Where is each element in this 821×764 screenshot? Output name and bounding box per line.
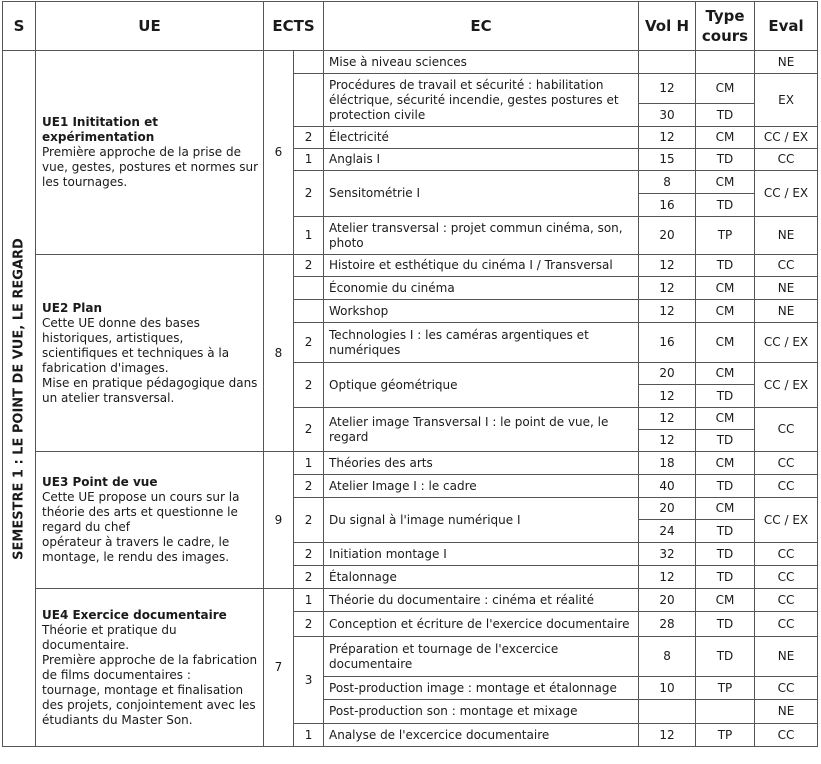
vol: 30 — [639, 104, 696, 127]
coef: 2 — [294, 323, 324, 363]
ec-label: Préparation et tournage de l'excercice documentaire — [324, 637, 639, 677]
coef — [294, 300, 324, 323]
vol: 10 — [639, 677, 696, 700]
type: TD — [696, 149, 755, 171]
header-vol: Vol H — [639, 2, 696, 51]
vol — [639, 700, 696, 724]
eval: EX — [755, 74, 818, 127]
coef: 2 — [294, 408, 324, 452]
type: CM — [696, 363, 755, 385]
header-s: S — [3, 2, 36, 51]
ue2-title: UE2 Plan — [42, 300, 103, 315]
curriculum-table — [2, 1, 818, 747]
type: CM — [696, 498, 755, 520]
ec-label: Mise à niveau sciences — [324, 51, 639, 74]
eval: NE — [755, 700, 818, 724]
type: TD — [696, 543, 755, 566]
type: CM — [696, 589, 755, 612]
eval: CC — [755, 475, 818, 498]
ec-label: Anglais I — [324, 149, 639, 171]
coef — [294, 51, 324, 74]
type: TP — [696, 724, 755, 747]
header-ec: EC — [324, 2, 639, 51]
vol: 15 — [639, 149, 696, 171]
vol: 12 — [639, 408, 696, 430]
vol: 12 — [639, 566, 696, 589]
eval: CC — [755, 543, 818, 566]
ec-label: Conception et écriture de l'exercice documentaire — [324, 612, 639, 637]
eval: NE — [755, 51, 818, 74]
eval: CC — [755, 452, 818, 475]
eval: NE — [755, 217, 818, 255]
ec-label: Procédures de travail et sécurité : habilitation éléctrique, sécurité incendie, gestes postures et protection civile — [324, 74, 639, 127]
ue4-desc: Théorie et pratique du documentaire. Première approche de la fabrication de films documentaires : tournage, montage et finalisation des projets, conjointement avec les étudiants du Master Son. — [42, 622, 258, 727]
header-eval: Eval — [755, 2, 818, 51]
ue3-ects: 9 — [264, 452, 294, 589]
vol: 20 — [639, 363, 696, 385]
coef: 2 — [294, 363, 324, 408]
type: CM — [696, 408, 755, 430]
eval: NE — [755, 300, 818, 323]
eval: CC — [755, 612, 818, 637]
vol: 8 — [639, 637, 696, 677]
header-type: Type cours — [696, 2, 755, 51]
type: TD — [696, 104, 755, 127]
coef: 1 — [294, 149, 324, 171]
ec-label: Étalonnage — [324, 566, 639, 589]
type: TD — [696, 194, 755, 217]
semester-label: SEMESTRE 1 : LE POINT DE VUE, LE REGARD — [11, 237, 27, 560]
ue4-cell — [36, 589, 264, 747]
type — [696, 700, 755, 724]
ec-label: Économie du cinéma — [324, 277, 639, 300]
vol: 12 — [639, 127, 696, 149]
vol: 12 — [639, 255, 696, 277]
ue1-desc: Première approche de la prise de vue, gestes, postures et normes sur les tournages. — [42, 145, 259, 189]
eval: CC / EX — [755, 498, 818, 543]
vol: 12 — [639, 430, 696, 452]
vol: 12 — [639, 300, 696, 323]
type: TD — [696, 255, 755, 277]
eval: CC — [755, 589, 818, 612]
ec-label: Analyse de l'excercice documentaire — [324, 724, 639, 747]
coef: 2 — [294, 127, 324, 149]
type: TD — [696, 385, 755, 408]
table-row — [3, 589, 818, 612]
vol: 8 — [639, 171, 696, 194]
ec-label: Théories des arts — [324, 452, 639, 475]
type: TD — [696, 637, 755, 677]
type: CM — [696, 127, 755, 149]
ue3-cell — [36, 452, 264, 589]
type: CM — [696, 277, 755, 300]
ue1-ects: 6 — [264, 51, 294, 255]
vol: 40 — [639, 475, 696, 498]
ec-label: Technologies I : les caméras argentiques et numériques — [324, 323, 639, 363]
ec-label: Atelier Image I : le cadre — [324, 475, 639, 498]
ec-label: Workshop — [324, 300, 639, 323]
eval: NE — [755, 277, 818, 300]
type: TD — [696, 430, 755, 452]
coef: 2 — [294, 171, 324, 217]
eval: CC — [755, 724, 818, 747]
type: TP — [696, 677, 755, 700]
type: TD — [696, 475, 755, 498]
coef: 2 — [294, 475, 324, 498]
ec-label: Optique géométrique — [324, 363, 639, 408]
ec-label: Sensitométrie I — [324, 171, 639, 217]
eval: CC / EX — [755, 127, 818, 149]
header-ects: ECTS — [264, 2, 324, 51]
eval: NE — [755, 637, 818, 677]
vol: 16 — [639, 323, 696, 363]
coef: 3 — [294, 637, 324, 724]
vol: 20 — [639, 589, 696, 612]
ue2-cell — [36, 255, 264, 452]
coef: 1 — [294, 589, 324, 612]
ue2-ects: 8 — [264, 255, 294, 452]
ue4-ects: 7 — [264, 589, 294, 747]
table-row — [3, 452, 818, 475]
vol: 12 — [639, 724, 696, 747]
ue1-cell — [36, 51, 264, 255]
type: CM — [696, 323, 755, 363]
vol: 24 — [639, 520, 696, 543]
ec-label: Histoire et esthétique du cinéma I / Transversal — [324, 255, 639, 277]
ue2-desc: Cette UE donne des bases historiques, artistiques, scientifiques et techniques à la fabrication d'images. Mise en pratique pédagogique dans un atelier transversal. — [42, 315, 258, 405]
coef: 1 — [294, 724, 324, 747]
ue3-title: UE3 Point de vue — [42, 475, 158, 489]
semester-label-cell — [3, 51, 36, 747]
ec-label: Du signal à l'image numérique I — [324, 498, 639, 543]
ec-label: Théorie du documentaire : cinéma et réalité — [324, 589, 639, 612]
ue3-desc: Cette UE propose un cours sur la théorie des arts et questionne le regard du chef opérateur à travers le cadre, le montage, le rendu des images. — [42, 490, 240, 564]
coef: 1 — [294, 217, 324, 255]
type: CM — [696, 452, 755, 475]
coef: 2 — [294, 612, 324, 637]
vol: 28 — [639, 612, 696, 637]
coef — [294, 74, 324, 127]
eval: CC — [755, 149, 818, 171]
ec-label: Électricité — [324, 127, 639, 149]
vol: 20 — [639, 217, 696, 255]
coef: 2 — [294, 255, 324, 277]
ec-label: Atelier image Transversal I : le point de vue, le regard — [324, 408, 639, 452]
ec-label: Post-production son : montage et mixage — [324, 700, 639, 724]
eval: CC — [755, 255, 818, 277]
vol: 20 — [639, 498, 696, 520]
type: CM — [696, 300, 755, 323]
coef — [294, 277, 324, 300]
ue4-title: UE4 Exercice documentaire — [42, 607, 227, 622]
ec-label: Initiation montage I — [324, 543, 639, 566]
coef: 2 — [294, 543, 324, 566]
ec-label: Atelier transversal : projet commun cinéma, son, photo — [324, 217, 639, 255]
type: CM — [696, 171, 755, 194]
type — [696, 51, 755, 74]
ec-label: Post-production image : montage et étalonnage — [324, 677, 639, 700]
vol: 16 — [639, 194, 696, 217]
ue1-title: UE1 Inititation et expérimentation — [42, 115, 158, 144]
eval: CC / EX — [755, 171, 818, 217]
type: TD — [696, 612, 755, 637]
coef: 1 — [294, 452, 324, 475]
eval: CC — [755, 566, 818, 589]
header-row — [3, 2, 818, 51]
eval: CC — [755, 408, 818, 452]
eval: CC / EX — [755, 323, 818, 363]
coef: 2 — [294, 566, 324, 589]
type: TP — [696, 217, 755, 255]
type: TD — [696, 520, 755, 543]
coef: 2 — [294, 498, 324, 543]
eval: CC — [755, 677, 818, 700]
vol: 12 — [639, 74, 696, 104]
table-row — [3, 255, 818, 277]
vol: 18 — [639, 452, 696, 475]
vol — [639, 51, 696, 74]
vol: 12 — [639, 277, 696, 300]
vol: 12 — [639, 385, 696, 408]
eval: CC / EX — [755, 363, 818, 408]
table-row — [3, 51, 818, 74]
vol: 32 — [639, 543, 696, 566]
header-ue: UE — [36, 2, 264, 51]
type: CM — [696, 74, 755, 104]
type: TD — [696, 566, 755, 589]
